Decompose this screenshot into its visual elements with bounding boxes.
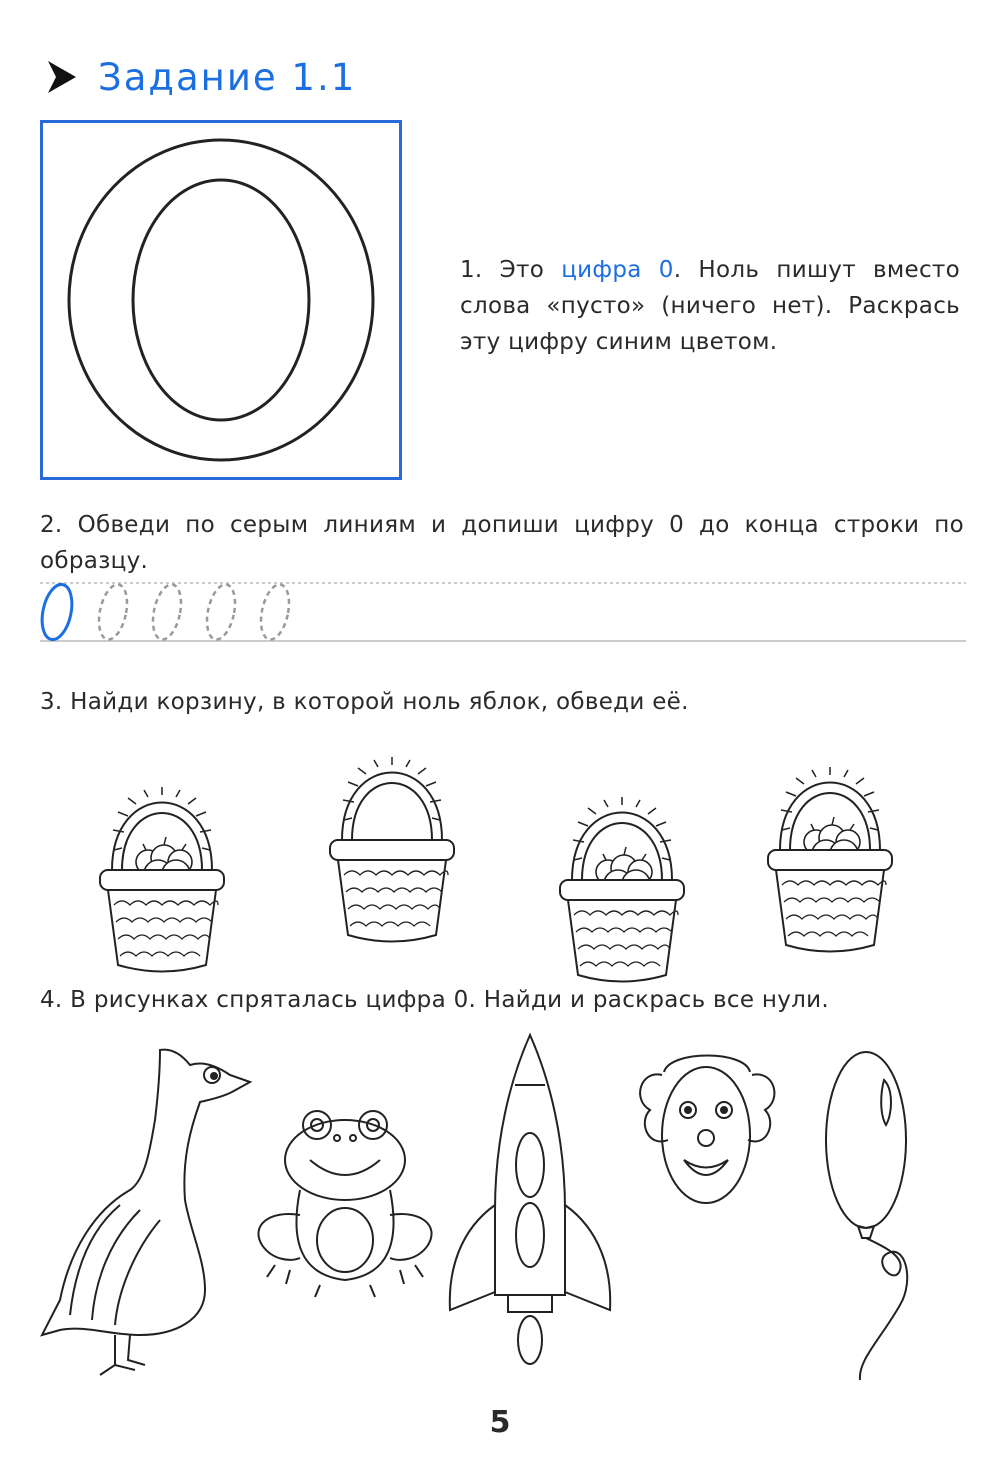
task-title xyxy=(44,52,356,102)
basket-with-apples[interactable] xyxy=(560,797,684,982)
goose-picture[interactable] xyxy=(42,1050,250,1375)
arrow-right-icon xyxy=(44,57,80,97)
task-1-text-before: Это xyxy=(499,257,545,283)
task-1-text xyxy=(460,252,960,360)
task-1-highlight: цифра 0 xyxy=(561,257,674,283)
task-2-text: 2. Обведи по серым линиям и допиши цифру 0 до конца строки по образцу. xyxy=(40,512,964,574)
basket-with-apples[interactable] xyxy=(768,767,892,952)
digit-zero-box xyxy=(40,120,402,480)
clown-picture[interactable] xyxy=(640,1056,774,1204)
balloon-picture[interactable] xyxy=(826,1052,907,1380)
baskets-row xyxy=(0,735,1000,965)
empty-basket[interactable] xyxy=(330,757,454,942)
tracing-zero[interactable] xyxy=(256,582,293,642)
tracing-zero[interactable] xyxy=(202,582,239,642)
task-3-text: 3. Найди корзину, в которой ноль яблок, обведи её. xyxy=(40,689,689,715)
task-4-text: 4. В рисунках спряталась цифра 0. Найди и раскрась все нули. xyxy=(40,987,830,1013)
task-1-text-after: . Ноль пишут вместо слова «пусто» (ничего нет). Раскрась эту цифру синим цветом. xyxy=(460,257,960,355)
outline-zero-digit xyxy=(43,123,399,477)
hidden-zeros-pictures xyxy=(0,1030,1000,1390)
tracing-zero[interactable] xyxy=(148,582,185,642)
tracing-zero[interactable] xyxy=(94,582,131,642)
title-text: Задание 1.1 xyxy=(98,55,357,99)
task-1-number: 1. xyxy=(460,257,483,283)
rocket-picture[interactable] xyxy=(450,1035,610,1364)
sample-zero xyxy=(37,582,76,643)
page-number: 5 xyxy=(489,1405,511,1440)
basket-with-apples[interactable] xyxy=(100,787,224,972)
handwriting-practice-line xyxy=(40,580,966,650)
frog-picture[interactable] xyxy=(258,1111,431,1297)
